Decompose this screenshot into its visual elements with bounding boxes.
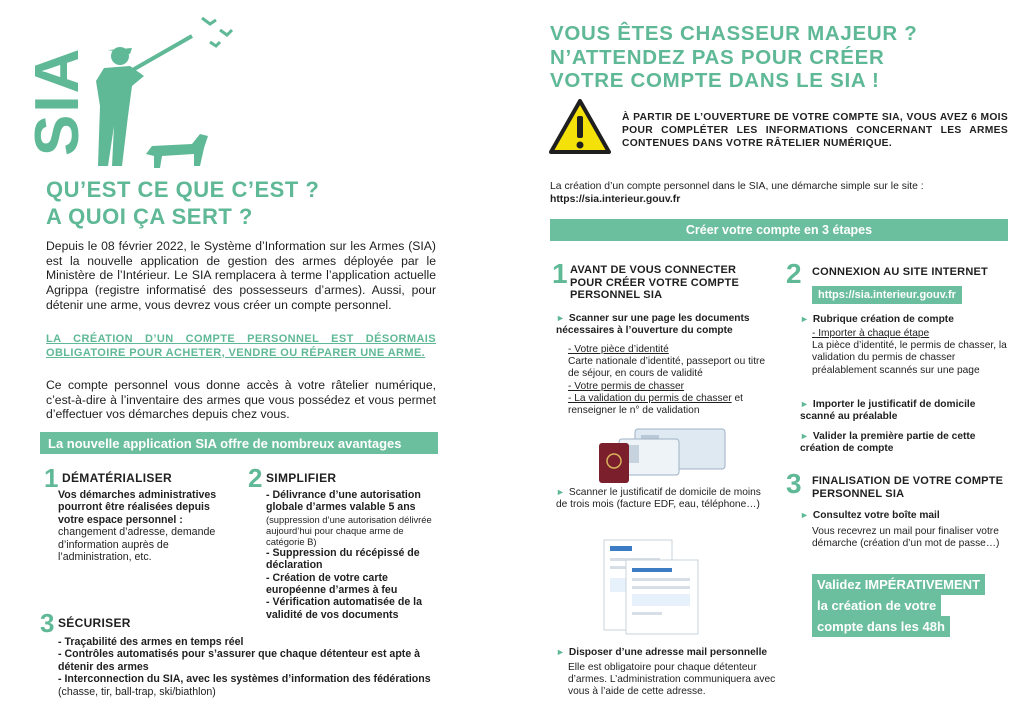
step-title: CONNEXION AU SITE INTERNET: [812, 266, 988, 278]
doc-text: et renseigner le n° de validation: [568, 392, 743, 417]
step1-bullet: [556, 646, 770, 659]
step-title: FINALISATION DE VOTRE COMPTE PERSONNEL SIA: [812, 475, 1004, 500]
advantage-item: - Contrôles automatisés pour s’assurer que chaque détenteur est apte à détenir des armes: [58, 648, 421, 673]
advantage-number: 2: [248, 463, 263, 493]
doc-label: - Votre pièce d’identité: [568, 344, 669, 355]
step2-bullet: [800, 313, 1005, 326]
callout-line: compte dans les 48h: [812, 616, 950, 637]
creation-text: La création d’un compte personnel dans le SIA, une démarche simple sur le site :: [550, 181, 924, 192]
page-title: [46, 176, 319, 230]
arrow-icon: ►: [556, 487, 565, 497]
advantage-number: 1: [44, 463, 59, 493]
sia-logo: [22, 6, 252, 176]
step-number: 3: [786, 468, 802, 499]
site-url-box[interactable]: https://sia.interieur.gouv.fr: [812, 286, 962, 304]
creation-url: https://sia.interieur.gouv.fr: [550, 193, 681, 205]
title-line: VOTRE COMPTE DANS LE SIA !: [550, 69, 880, 92]
doc-label: - La validation du permis de chasser: [568, 392, 732, 404]
mandatory-notice: LA CRÉATION D’UN COMPTE PERSONNEL EST DÉSORMAIS OBLIGATOIRE POUR ACHETER, VENDRE OU RÉPARER UNE ARME.: [46, 333, 436, 359]
arrow-icon: ►: [800, 510, 809, 520]
step-number: 1: [552, 258, 568, 289]
access-paragraph: Ce compte personnel vous donne accès à votre râtelier numérique, c’est-à-dire à l’inventaire des armes que vous possédez et vous permet d’effectuer vos démarches depuis chez vous.: [46, 378, 436, 422]
advantage-dematerialiser: [44, 465, 239, 585]
step-number: 2: [786, 258, 802, 289]
advantage-item: - Création de votre carte européenne d’armes à feu: [266, 571, 398, 597]
email-note: Elle est obligatoire pour chaque détenteur d’armes. L’administration communiquera avec vous à l’aide de cette adresse.: [568, 662, 776, 698]
bullet-text: Valider la première partie de cette création de compte: [800, 431, 976, 455]
bullet-text: Importer le justificatif de domicile scanné au préalable: [800, 399, 976, 423]
arrow-icon: ►: [800, 399, 809, 409]
hunter-illustration: [82, 6, 252, 176]
step2-import: [812, 328, 1007, 377]
arrow-icon: ►: [556, 313, 565, 323]
advantage-item-bold: - Interconnection du SIA, avec les systèmes d’information des fédérations: [58, 673, 431, 686]
advantage-title: SIMPLIFIER: [266, 471, 337, 485]
step-title: AVANT DE VOUS CONNECTER POUR CRÉER VOTRE COMPTE PERSONNEL SIA: [570, 264, 740, 302]
proof-of-address-illustration: [590, 538, 710, 638]
heading-line: A QUOI ÇA SERT ?: [46, 204, 253, 229]
step1-bullet: [556, 312, 770, 337]
creation-info: [550, 181, 990, 206]
id-documents-illustration: [595, 425, 730, 485]
title-line: N’ATTENDEZ PAS POUR CRÉER: [550, 45, 885, 69]
step1-documents: [568, 344, 773, 417]
advantage-body: [58, 636, 438, 698]
bullet-text: Consultez votre boîte mail: [812, 510, 940, 521]
advantage-body: [266, 489, 436, 621]
title-line: VOUS ÊTES CHASSEUR MAJEUR ?: [550, 22, 918, 45]
callout-line: Validez IMPÉRATIVEMENT: [812, 574, 985, 595]
bullet-text: Scanner le justificatif de domicile de moins de trois mois (facture EDF, eau, téléphone…): [556, 487, 761, 511]
import-label: - Importer à chaque étape: [812, 328, 930, 339]
bullet-text: Disposer d’une adresse mail personnelle: [568, 647, 768, 658]
warning-text: À PARTIR DE L’OUVERTURE DE VOTRE COMPTE SIA, VOUS AVEZ 6 MOIS POUR COMPLÉTER LES INFORMATIONS CONCERNANT LES ARMES CONTENUES DANS VOTRE RÂTELIER NUMÉRIQUE.: [622, 112, 1008, 149]
steps-banner: Créer votre compte en 3 étapes: [550, 219, 1008, 241]
advantage-item: - Traçabilité des armes en temps réel: [58, 636, 244, 648]
advantage-item: - Vérification automatisée de la validité de vos documents: [266, 596, 423, 621]
advantages-banner: La nouvelle application SIA offre de nombreux avantages: [40, 432, 438, 454]
step3-bullet: [800, 509, 1005, 522]
doc-text-combined: [568, 393, 773, 417]
bullet-text: Rubrique création de compte: [812, 314, 954, 325]
right-page-title: [550, 22, 917, 93]
doc-label: - Votre permis de chasser: [568, 380, 685, 392]
step2-bullet: [800, 398, 1005, 423]
advantage-text: changement d’adresse, demande d’information auprès de l’administration, etc.: [58, 526, 216, 564]
step1-bullet: [556, 486, 770, 511]
sia-logo-text: SIA: [23, 46, 92, 156]
advantage-simplifier: [248, 465, 438, 630]
advantage-item: - Suppression du récépissé de déclaration: [266, 546, 420, 572]
intro-paragraph: Depuis le 08 février 2022, le Système d’Information sur les Armes (SIA) est la nouvelle application de gestion des armes déployée par le Ministère de l’Intérieur. Le SIA remplacera à terme l’application actuelle Agrippa (registre informatisé des possesseurs d’armes). Aussi, pour détenir une arme, vous devrez vous créer un compte personnel.: [46, 239, 436, 312]
advantage-securiser: [40, 610, 440, 710]
advantage-number: 3: [40, 608, 55, 638]
advantage-item-note: (suppression d’une autorisation délivrée aujourd’hui pour chaque arme de catégorie B): [266, 513, 432, 547]
advantage-bold-text: Vos démarches administratives pourront être réalisées depuis votre espace personnel :: [58, 489, 217, 526]
warning-icon: [548, 98, 612, 156]
bullet-text: Scanner sur une page les documents nécessaires à l’ouverture du compte: [556, 313, 750, 337]
advantage-title: SÉCURISER: [58, 616, 131, 630]
callout-line: la création de votre: [812, 595, 941, 616]
step2-bullet: [800, 430, 1005, 455]
advantage-item: [58, 673, 438, 698]
advantage-item: - Délivrance d’une autorisation globale d’armes valable 5 ans: [266, 489, 421, 514]
heading-line: QU’EST CE QUE C’EST ?: [46, 177, 320, 202]
advantage-body: [58, 489, 228, 563]
mail-note: Vous recevrez un mail pour finaliser votre démarche (création d’un mot de passe…): [812, 526, 1000, 550]
advantage-item-rest: (chasse, tir, ball-trap, ski/biathlon): [58, 685, 216, 698]
doc-text: Carte nationale d’identité, passeport ou titre de séjour, en cours de validité: [568, 356, 766, 380]
arrow-icon: ►: [556, 647, 565, 657]
advantage-title: DÉMATÉRIALISER: [62, 471, 172, 485]
import-text: La pièce d’identité, le permis de chasser, la validation du permis de chasser préalablement scannés sur une page: [812, 340, 1007, 376]
arrow-icon: ►: [800, 314, 809, 324]
arrow-icon: ►: [800, 431, 809, 441]
